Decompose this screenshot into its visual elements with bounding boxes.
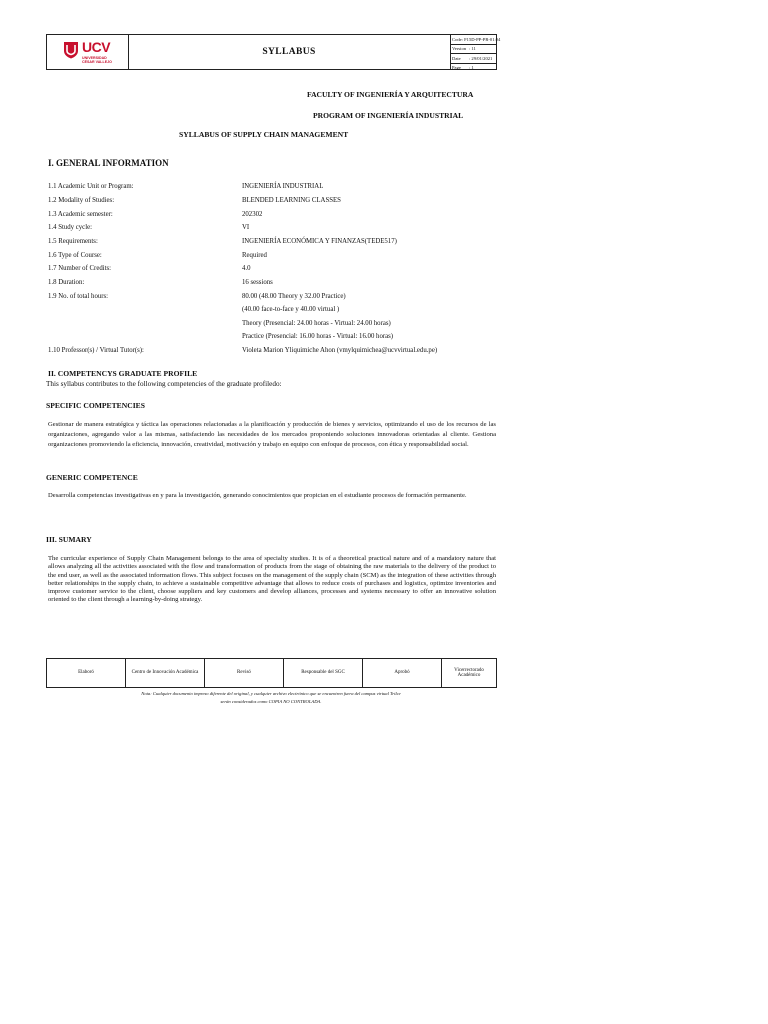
generic-competence-text: Desarrolla competencias investigativas en y para la investigación, generando conocimientos que propician en el estudiante procesos de formación permanente.: [48, 492, 467, 499]
info-label: 1.5 Requirements:: [48, 238, 98, 245]
specific-competencies-text: Gestionar de manera estratégica y táctica las operaciones relacionadas a la planificación y producción de bienes y servicios, optimizando el uso de los recursos de las organizaciones, agregando valor a las mismas, satisfaciendo las necesidades de los mercados proponiendo soluciones innovadoras orientadas al cliente. Gestiona organizaciones promoviendo la eficiencia, innovación, creatividad, motivación y trabajo en equipo con enfoque de procesos, con ética y responsabilidad social.: [48, 421, 496, 448]
faculty-title: FACULTY OF INGENIERÍA Y ARQUITECTURA: [307, 90, 474, 99]
meta-value: : F15D-PP-PR-01.04: [461, 36, 501, 42]
info-label: 1.6 Type of Course:: [48, 252, 102, 259]
info-value: 202302: [242, 211, 263, 218]
info-label: 1.8 Duration:: [48, 279, 85, 286]
summary-heading: III. SUMARY: [46, 535, 92, 544]
meta-key: Version: [452, 46, 467, 52]
logo-text: UCV: [82, 39, 111, 55]
document-meta: [450, 35, 501, 71]
meta-row: [450, 35, 501, 45]
info-label: 1.2 Modality of Studies:: [48, 197, 115, 204]
info-value: 16 sessions: [242, 279, 273, 286]
info-value: Theory (Presencial: 24.00 horas - Virtual: 24.00 horas): [242, 320, 391, 327]
summary-text: The curricular experience of Supply Chain Management belongs to the area of specialty studies. It is of a theoretical practical nature and of a mandatory nature that allows analyzing all the activities associated with the flow and transformation of products from the stage of obtaining the raw materials to the delivery of the product to the end user, as well as the associated information flows. This subject focuses on the management of the supply chain (SCM) as the integration of these activities through better relationships in the supply chain, to achieve a sustainable competitive advantage that allows to reduce costs of purchases and logistics, optimize inventories and improve customer service to the client, choose suppliers and key customers and develop alliances, processes and systems necessary to offer an innovative solution oriented to the client through a learning-by-doing strategy.: [48, 555, 496, 604]
meta-row: [450, 45, 497, 55]
meta-row: [450, 64, 497, 73]
signoff-cell: Revisó: [205, 659, 284, 687]
signoff-cell: Aprobó: [363, 659, 442, 687]
info-label: 1.4 Study cycle:: [48, 224, 92, 231]
info-value: (40.00 face-to-face y 40.00 virtual ): [242, 306, 340, 313]
signoff-cell: Vicerrectorado Académico: [454, 667, 484, 678]
meta-value: : 11: [469, 46, 476, 52]
program-title: PROGRAM OF INGENIERÍA INDUSTRIAL: [313, 111, 464, 120]
general-info-heading: I. GENERAL INFORMATION: [48, 158, 169, 168]
meta-key: Page: [452, 65, 461, 71]
info-value: Violeta Marion Yliquimiche Ahon (vmylquimichea@ucvvirtual.edu.pe): [242, 347, 438, 354]
syllabus-title: SYLLABUS OF SUPPLY CHAIN MANAGEMENT: [179, 130, 349, 139]
logo-cell: [47, 35, 129, 69]
footer-note: Nota: Cualquier documento impreso diferente del original, y cualquier archivo electrónico que se encuentren fuera del campus virtual Trilce serán considerados como COPIA NO CONTROLADA.: [141, 691, 401, 704]
specific-competencies-heading: SPECIFIC COMPETENCIES: [46, 401, 145, 410]
competencies-heading: II. COMPETENCYS GRADUATE PROFILE: [48, 369, 198, 378]
ucv-shield-icon: [63, 41, 79, 59]
info-value: 80.00 (48.00 Theory y 32.00 Practice): [242, 293, 346, 300]
document-title: SYLLABUS: [128, 35, 451, 69]
signoff-cell: Centro de Innovación Académica: [126, 659, 205, 687]
document-header: [46, 34, 501, 71]
meta-value: : 1: [469, 65, 474, 71]
info-label: 1.3 Academic semester:: [48, 211, 113, 218]
info-value: 4.0: [242, 265, 251, 272]
meta-key: Code: [452, 36, 462, 42]
meta-row: [450, 54, 497, 64]
info-label: 1.9 No. of total hours:: [48, 293, 109, 300]
info-label: 1.7 Number of Credits:: [48, 265, 112, 272]
info-label: 1.1 Academic Unit or Program:: [48, 183, 134, 190]
info-value: Practice (Presencial: 16.00 horas - Virtual: 16.00 horas): [242, 333, 394, 340]
info-label: 1.10 Professor(s) / Virtual Tutor(s):: [48, 347, 144, 354]
info-value: BLENDED LEARNING CLASSES: [242, 197, 341, 204]
meta-key: Date: [452, 55, 461, 61]
signoff-cell: Elaboró: [47, 659, 126, 687]
competencies-intro: This syllabus contributes to the following competencies of the graduate profiledo:: [46, 380, 282, 388]
signoff-table: [46, 658, 497, 688]
signoff-cell: Responsable del SGC: [284, 659, 363, 687]
meta-value: : 29/01/2021: [469, 55, 493, 61]
info-value: Required: [242, 252, 267, 259]
generic-competence-heading: GENERIC COMPETENCE: [46, 473, 138, 482]
info-value: INGENIERÍA ECONÓMICA Y FINANZAS(TEDE517): [242, 238, 397, 245]
logo-subtitle: UNIVERSIDAD CÉSAR VALLEJO: [82, 56, 112, 64]
info-value: INGENIERÍA INDUSTRIAL: [242, 183, 324, 190]
info-value: VI: [242, 224, 250, 231]
